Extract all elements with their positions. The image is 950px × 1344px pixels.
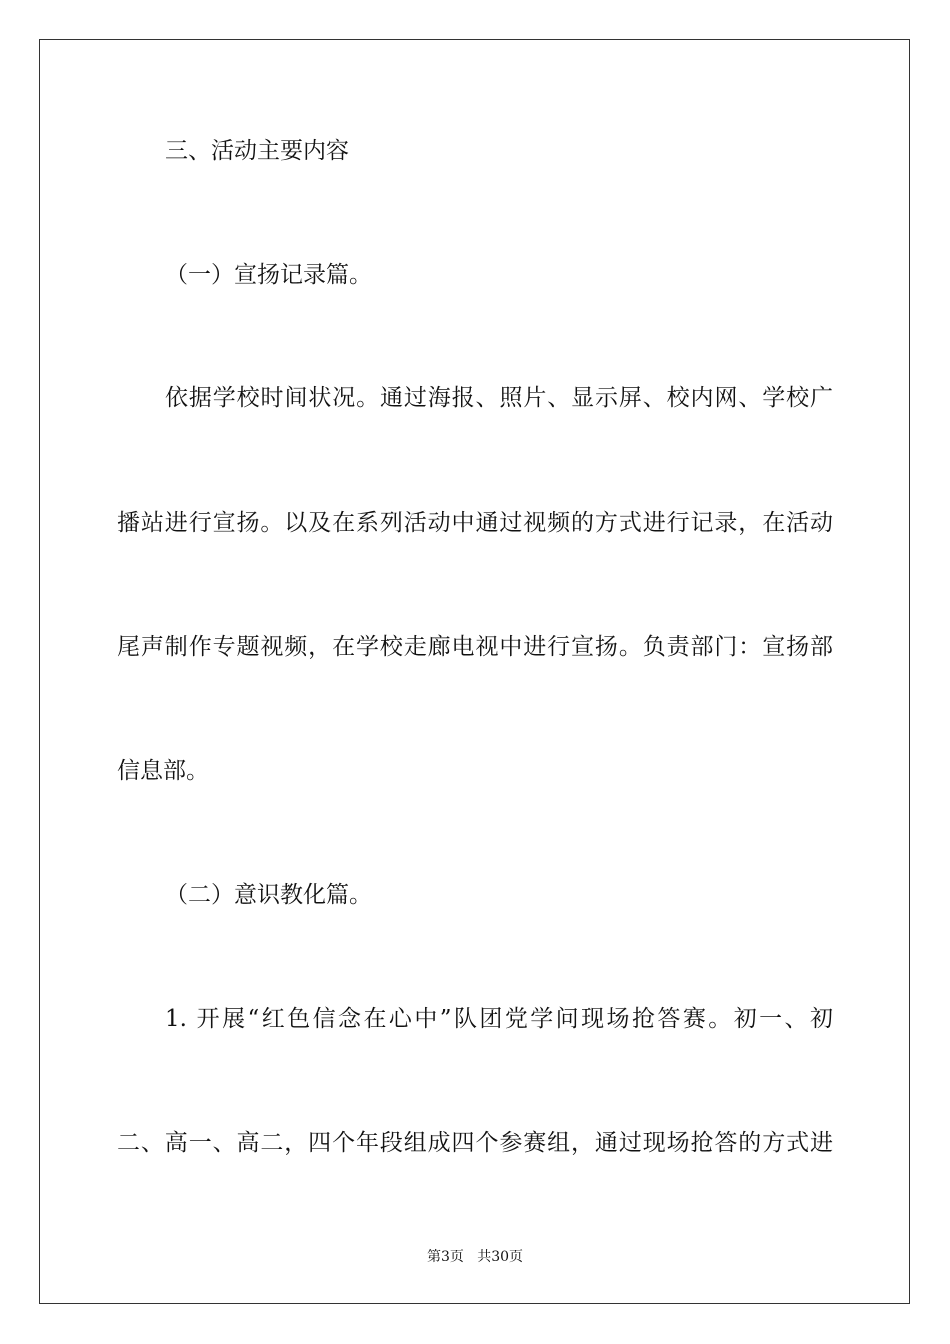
paragraph-line: 信息部。 xyxy=(117,758,209,784)
section-heading: 三、活动主要内容 xyxy=(165,138,349,164)
page-border xyxy=(39,39,910,1304)
paragraph-line: 1. 开展“红色信念在心中”队团党学问现场抢答赛。初一、初 xyxy=(165,1006,833,1032)
paragraph-line: 二、高一、高二，四个年段组成四个参赛组，通过现场抢答的方式进 xyxy=(117,1130,833,1156)
page-number-footer: 第3页 共30页 xyxy=(426,1249,524,1265)
paragraph-line: 依据学校时间状况。通过海报、照片、显示屏、校内网、学校广 xyxy=(165,385,833,411)
paragraph-line: 播站进行宣扬。以及在系列活动中通过视频的方式进行记录，在活动 xyxy=(117,510,833,536)
paragraph-line: 尾声制作专题视频，在学校走廊电视中进行宣扬。负责部门：宣扬部 xyxy=(117,634,833,660)
subsection-heading-2: （二）意识教化篇。 xyxy=(165,882,372,908)
subsection-heading-1: （一）宣扬记录篇。 xyxy=(165,262,372,288)
